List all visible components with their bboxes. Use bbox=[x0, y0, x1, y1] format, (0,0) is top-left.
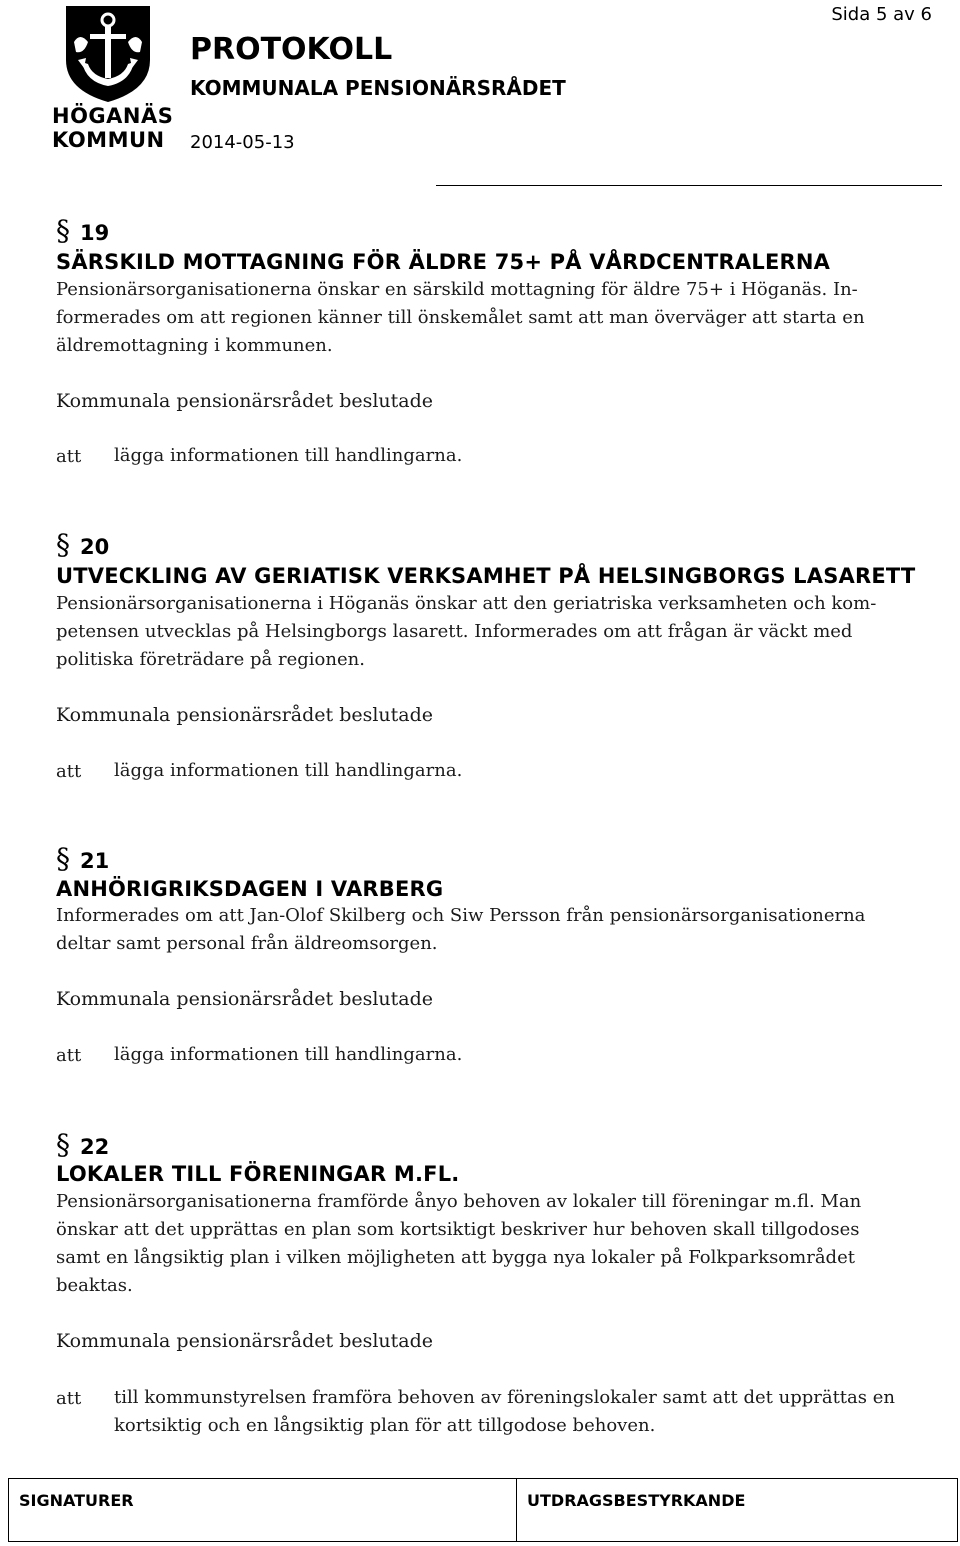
decision-line: kortsiktig och en långsiktig plan för att tillgodose behoven. bbox=[114, 1415, 656, 1436]
body-line: petensen utvecklas på Helsingborgs lasarett. Informerades om att frågan är väckt med bbox=[56, 621, 853, 642]
section-number: § 21 bbox=[56, 842, 110, 875]
signatures-label: SIGNATURER bbox=[19, 1491, 134, 1510]
body-line: politiska företrädare på regionen. bbox=[56, 649, 365, 670]
att-label: att bbox=[56, 761, 82, 782]
decision-line: lägga informationen till handlingarna. bbox=[114, 445, 463, 466]
body-line: önskar att det upprättas en plan som kortsiktigt beskriver hur behoven skall tillgodoses bbox=[56, 1219, 860, 1240]
body-line: formerades om att regionen känner till önskemålet samt att man överväger att starta en bbox=[56, 307, 865, 328]
body-line: Informerades om att Jan-Olof Skilberg och Siw Persson från pensionärsorganisationerna bbox=[56, 905, 866, 926]
att-label: att bbox=[56, 1388, 82, 1409]
section-body bbox=[56, 590, 936, 674]
section-body bbox=[56, 1188, 936, 1300]
section-number: § 22 bbox=[56, 1128, 110, 1161]
att-label: att bbox=[56, 446, 82, 467]
att-label: att bbox=[56, 1045, 82, 1066]
decision-line: lägga informationen till handlingarna. bbox=[114, 1044, 463, 1065]
certification-label: UTDRAGSBESTYRKANDE bbox=[527, 1491, 746, 1510]
header-divider bbox=[436, 185, 942, 186]
paragraph-sign-icon: § bbox=[56, 842, 70, 875]
section-title: UTVECKLING AV GERIATISK VERKSAMHET PÅ HELSINGBORGS LASARETT bbox=[56, 564, 916, 588]
document-title: PROTOKOLL bbox=[190, 32, 393, 67]
decision-heading: Kommunala pensionärsrådet beslutade bbox=[56, 704, 434, 726]
body-line: Pensionärsorganisationerna i Höganäs önskar att den geriatriska verksamheten och kom- bbox=[56, 593, 877, 614]
body-line: deltar samt personal från äldreomsorgen. bbox=[56, 933, 438, 954]
paragraph-sign-icon: § bbox=[56, 214, 70, 247]
body-line: Pensionärsorganisationerna önskar en särskild mottagning för äldre 75+ i Höganäs. In- bbox=[56, 279, 858, 300]
decision-line: lägga informationen till handlingarna. bbox=[114, 760, 463, 781]
page-number: Sida 5 av 6 bbox=[831, 4, 932, 25]
section-body bbox=[56, 902, 936, 958]
decision-heading: Kommunala pensionärsrådet beslutade bbox=[56, 390, 434, 412]
paragraph-sign-icon: § bbox=[56, 1128, 70, 1161]
certification-cell bbox=[517, 1479, 957, 1541]
logo-text-hoganas: HÖGANÄS bbox=[52, 104, 174, 128]
body-line: Pensionärsorganisationerna framförde ånyo behoven av lokaler till föreningar m.fl. Man bbox=[56, 1191, 862, 1212]
body-line: samt en långsiktig plan i vilken möjligheten att bygga nya lokaler på Folkparksområdet bbox=[56, 1247, 855, 1268]
section-title: ANHÖRIGRIKSDAGEN I VARBERG bbox=[56, 877, 444, 901]
section-number: § 20 bbox=[56, 528, 110, 561]
signature-table bbox=[8, 1478, 958, 1542]
decision-text bbox=[114, 442, 934, 470]
decision-heading: Kommunala pensionärsrådet beslutade bbox=[56, 1330, 434, 1352]
decision-text bbox=[114, 757, 934, 785]
decision-text bbox=[114, 1041, 934, 1069]
logo-text-kommun: KOMMUN bbox=[52, 128, 165, 152]
decision-heading: Kommunala pensionärsrådet beslutade bbox=[56, 988, 434, 1010]
decision-text bbox=[114, 1384, 944, 1440]
document-date: 2014-05-13 bbox=[190, 132, 295, 153]
section-title: LOKALER TILL FÖRENINGAR M.FL. bbox=[56, 1162, 460, 1186]
document-subtitle: KOMMUNALA PENSIONÄRSRÅDET bbox=[190, 76, 566, 100]
section-body bbox=[56, 276, 936, 360]
body-line: äldremottagning i kommunen. bbox=[56, 335, 333, 356]
decision-line: till kommunstyrelsen framföra behoven av föreningslokaler samt att det upprättas en bbox=[114, 1387, 895, 1408]
body-line: beaktas. bbox=[56, 1275, 133, 1296]
signatures-cell bbox=[9, 1479, 517, 1541]
section-title: SÄRSKILD MOTTAGNING FÖR ÄLDRE 75+ PÅ VÅRDCENTRALERNA bbox=[56, 250, 831, 274]
paragraph-sign-icon: § bbox=[56, 528, 70, 561]
section-number: § 19 bbox=[56, 214, 110, 247]
